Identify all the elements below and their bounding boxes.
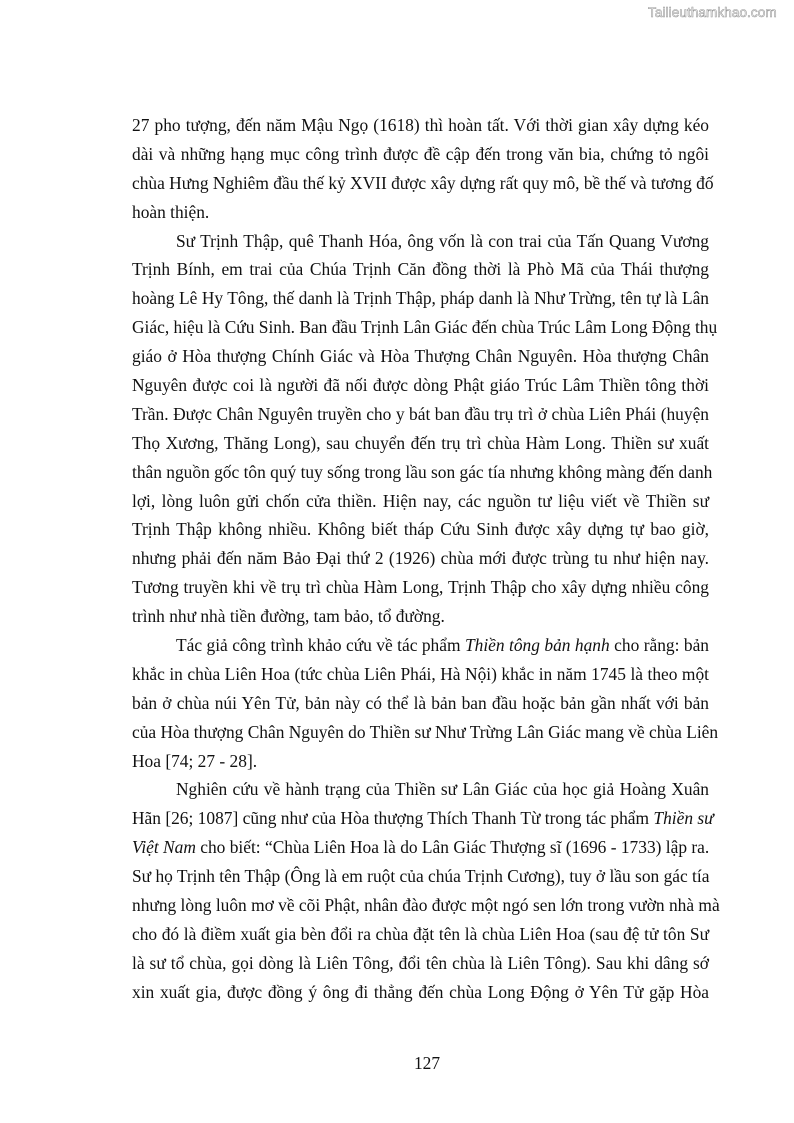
text-run: cho biết: “Chùa Liên Hoa là do Lân Giác Thượng sĩ (1696 - 1733) lập ra.	[195, 837, 710, 858]
text-run: trình như nhà tiền đường, tam bảo, tổ đường.	[132, 606, 445, 627]
paragraph	[132, 227, 718, 631]
document-body	[132, 111, 720, 1007]
text-line	[132, 573, 709, 602]
text-run: Sư họ Trịnh tên Thập (Ông là em ruột của chúa Trịnh Cương), tuy ở lầu son gác tía	[132, 866, 710, 887]
text-run: Hoa [74; 27 - 28].	[132, 750, 258, 771]
text-run: là sư tổ chùa, gọi dòng là Liên Tông, đổi tên chùa là Liên Tông). Sau khi dâng sớ	[132, 952, 709, 973]
paragraph	[132, 775, 720, 1006]
text-run: Tương truyền khi về trụ trì chùa Hàm Long, Trịnh Thập cho xây dựng nhiều công	[132, 577, 709, 598]
text-line	[132, 833, 709, 862]
text-line	[132, 602, 709, 631]
text-run: cho đó là điềm xuất gia bèn đổi ra chùa đặt tên là chùa Liên Hoa (sau đệ tử tôn Sư	[132, 923, 709, 944]
text-line	[132, 660, 709, 689]
text-line	[132, 227, 709, 256]
text-run: 27 pho tượng, đến năm Mậu Ngọ (1618) thì hoàn tất. Với thời gian xây dựng kéo	[132, 115, 709, 135]
text-run: hoàn thiện.	[132, 201, 210, 222]
text-run: Trần. Được Chân Nguyên truyền cho y bát ban đầu trụ trì ở chùa Liên Phái (huyện	[132, 403, 709, 424]
italic-title: Việt Nam	[132, 837, 196, 858]
text-run: hoàng Lê Hy Tông, thế danh là Trịnh Thập, pháp danh là Như Trừng, tên tự là Lân	[132, 288, 709, 309]
text-line	[132, 718, 719, 747]
text-line	[132, 169, 714, 198]
text-run: của Hòa thượng Chân Nguyên do Thiền sư Như Trừng Lân Giác mang về chùa Liên	[132, 721, 719, 742]
italic-title: Thiền tông bản hạnh	[464, 635, 610, 656]
text-line	[132, 284, 709, 313]
text-run: xin xuất gia, được đồng ý ông đi thẳng đến chùa Long Động ở Yên Tử gặp Hòa	[132, 981, 709, 1002]
text-line	[132, 198, 709, 227]
text-line	[132, 978, 709, 1007]
text-run: Sư Trịnh Thập, quê Thanh Hóa, ông vốn là con trai của Tấn Quang Vương	[176, 230, 709, 251]
text-line	[132, 342, 709, 371]
text-line	[132, 689, 709, 718]
text-line	[132, 747, 709, 776]
paragraph	[132, 631, 719, 775]
text-run: Giác, hiệu là Cứu Sinh. Ban đầu Trịnh Lân Giác đến chùa Trúc Lâm Long Động thụ	[132, 317, 718, 338]
text-run: lợi, lòng luôn gửi chốn cửa thiền. Hiện nay, các nguồn tư liệu viết về Thiền sư	[132, 490, 709, 511]
text-run: dài và những hạng mục công trình được đề cập đến trong văn bia, chứng tỏ ngôi	[132, 143, 709, 164]
text-line	[132, 458, 713, 487]
text-line	[132, 949, 709, 978]
text-run: giáo ở Hòa thượng Chính Giác và Hòa Thượng Chân Nguyên. Hòa thượng Chân	[132, 346, 709, 367]
italic-title: Thiền sư	[653, 808, 714, 829]
text-line	[132, 371, 709, 400]
text-run: Tác giả công trình khảo cứu về tác phẩm	[176, 635, 465, 656]
paragraph	[132, 111, 714, 227]
text-run: Thọ Xương, Thăng Long), sau chuyển đến trụ trì chùa Hàm Long. Thiền sư xuất	[132, 432, 709, 453]
text-run: cho rằng: bản	[609, 635, 709, 656]
text-line	[132, 487, 709, 516]
text-line	[132, 544, 709, 573]
text-line	[132, 804, 714, 833]
text-run: chùa Hưng Nghiêm đầu thế kỷ XVII được xây dựng rất quy mô, bề thế và tương đố	[132, 172, 714, 193]
text-line	[132, 515, 709, 544]
text-run: Hãn [26; 1087] cũng như của Hòa thượng Thích Thanh Từ trong tác phẩm	[132, 808, 654, 829]
text-run: thân nguồn gốc tôn quý tuy sống trong lầu son gác tía nhưng không màng đến danh	[132, 461, 713, 482]
text-line	[132, 400, 709, 429]
text-line	[132, 140, 709, 169]
text-line	[132, 775, 709, 804]
text-run: Trịnh Bính, em trai của Chúa Trịnh Căn đồng thời là Phò Mã của Thái thượng	[132, 259, 709, 280]
text-line	[132, 111, 709, 140]
text-run: khắc in chùa Liên Hoa (tức chùa Liên Phái, Hà Nội) khắc in năm 1745 là theo một	[132, 663, 709, 684]
text-run: Nguyên được coi là người đã nối được dòng Phật giáo Trúc Lâm Thiền tông thời	[132, 375, 709, 396]
text-line	[132, 255, 709, 284]
text-run: Trịnh Thập không nhiều. Không biết tháp Cứu Sinh được xây dựng tự bao giờ,	[132, 519, 709, 540]
text-line	[132, 631, 709, 660]
text-line	[132, 429, 709, 458]
text-line	[132, 862, 709, 891]
text-run: nhưng lòng luôn mơ về cõi Phật, nhân đào được một ngó sen lớn trong vườn nhà mà	[132, 895, 720, 916]
text-line	[132, 891, 720, 920]
text-line	[132, 920, 709, 949]
text-line	[132, 313, 718, 342]
text-run: bản ở chùa núi Yên Tử, bản này có thể là bản ban đầu hoặc bản gần nhất với bản	[132, 692, 709, 713]
text-run: Nghiên cứu về hành trạng của Thiền sư Lân Giác của học giả Hoàng Xuân	[176, 779, 709, 800]
page-number: 127	[413, 1053, 441, 1073]
text-run: nhưng phải đến năm Bảo Đại thứ 2 (1926) chùa mới được trùng tu như hiện nay.	[132, 548, 709, 569]
watermark: Tailieuthamkhao.com	[648, 5, 777, 20]
